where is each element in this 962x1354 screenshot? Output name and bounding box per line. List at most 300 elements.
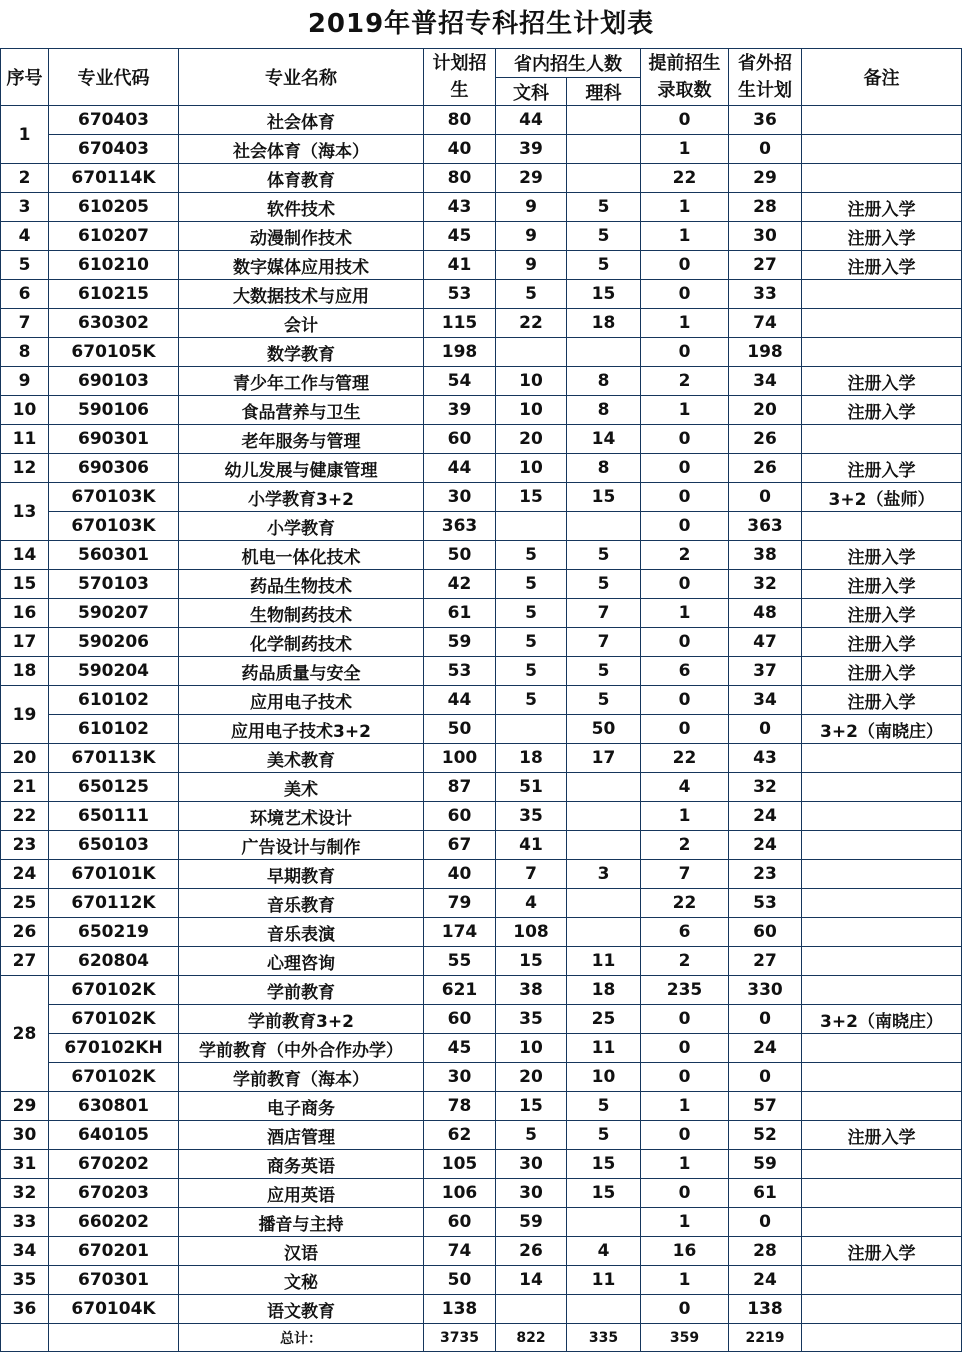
- cell-note: [802, 106, 962, 135]
- cell-note: 注册入学: [802, 686, 962, 715]
- cell-note: 3+2（南晓庄）: [802, 715, 962, 744]
- cell-note: [802, 831, 962, 860]
- header-name: 专业名称: [179, 49, 424, 106]
- cell-note: 3+2（南晓庄）: [802, 1005, 962, 1034]
- table-row: [1, 135, 962, 164]
- cell-name: 音乐表演: [179, 918, 424, 947]
- cell-seq: 15: [1, 570, 49, 599]
- header-outside: 省外招生计划: [729, 49, 802, 106]
- table-row: [1, 599, 962, 628]
- table-row: [1, 1121, 962, 1150]
- table-row: [1, 686, 962, 715]
- cell-plan: 115: [424, 309, 496, 338]
- cell-early: 1: [641, 135, 729, 164]
- cell-sci: 15: [567, 1179, 641, 1208]
- cell-arts: 30: [496, 1150, 567, 1179]
- cell-sci: [567, 164, 641, 193]
- cell-outside: 61: [729, 1179, 802, 1208]
- cell-note: 注册入学: [802, 541, 962, 570]
- cell-code: 650125: [49, 773, 179, 802]
- cell-early: 0: [641, 1005, 729, 1034]
- cell-outside: 53: [729, 889, 802, 918]
- table-row: [1, 773, 962, 802]
- cell-sci: 7: [567, 628, 641, 657]
- cell-sci: [567, 338, 641, 367]
- cell-arts: 20: [496, 425, 567, 454]
- cell-plan: 67: [424, 831, 496, 860]
- cell-seq: 20: [1, 744, 49, 773]
- table-row: [1, 918, 962, 947]
- cell-arts: 35: [496, 1005, 567, 1034]
- cell-plan: 60: [424, 1005, 496, 1034]
- cell-plan: 40: [424, 860, 496, 889]
- cell-seq: 30: [1, 1121, 49, 1150]
- cell-sci: [567, 918, 641, 947]
- cell-outside: 30: [729, 222, 802, 251]
- cell-sci: 5: [567, 686, 641, 715]
- cell-outside: 330: [729, 976, 802, 1005]
- cell-outside: 24: [729, 802, 802, 831]
- table-row: [1, 425, 962, 454]
- table-row: [1, 483, 962, 512]
- header-plan: 计划招生: [424, 49, 496, 106]
- cell-name: 音乐教育: [179, 889, 424, 918]
- cell-sci: [567, 831, 641, 860]
- cell-early: 0: [641, 454, 729, 483]
- cell-early: 22: [641, 164, 729, 193]
- cell-note: [802, 802, 962, 831]
- cell-outside: 28: [729, 1237, 802, 1266]
- header-early: 提前招生录取数: [641, 49, 729, 106]
- cell-name: 大数据技术与应用: [179, 280, 424, 309]
- cell-outside: 38: [729, 541, 802, 570]
- cell-name: 商务英语: [179, 1150, 424, 1179]
- cell-note: 注册入学: [802, 193, 962, 222]
- cell-early: 22: [641, 744, 729, 773]
- cell-early: 0: [641, 1295, 729, 1324]
- cell-plan: 60: [424, 1208, 496, 1237]
- cell-note: [802, 947, 962, 976]
- cell-name: 社会体育: [179, 106, 424, 135]
- cell-code: 670104K: [49, 1295, 179, 1324]
- cell-plan: 43: [424, 193, 496, 222]
- cell-outside: 0: [729, 1063, 802, 1092]
- cell-arts: 20: [496, 1063, 567, 1092]
- cell-note: [802, 976, 962, 1005]
- cell-plan: 621: [424, 976, 496, 1005]
- cell-note: [802, 425, 962, 454]
- cell-sci: 25: [567, 1005, 641, 1034]
- cell-name: 学前教育（海本）: [179, 1063, 424, 1092]
- cell-note: [802, 1179, 962, 1208]
- total-outside: 2219: [729, 1324, 802, 1352]
- cell-plan: 45: [424, 222, 496, 251]
- cell-early: 0: [641, 1121, 729, 1150]
- cell-note: [802, 164, 962, 193]
- cell-code: 620804: [49, 947, 179, 976]
- cell-early: 0: [641, 512, 729, 541]
- table-row: [1, 454, 962, 483]
- cell-sci: [567, 512, 641, 541]
- table-row: [1, 396, 962, 425]
- cell-arts: 9: [496, 222, 567, 251]
- cell-outside: 24: [729, 831, 802, 860]
- cell-seq: 14: [1, 541, 49, 570]
- cell-name: 数学教育: [179, 338, 424, 367]
- cell-note: [802, 1266, 962, 1295]
- cell-code: 670403: [49, 106, 179, 135]
- cell-note: [802, 1034, 962, 1063]
- cell-plan: 44: [424, 454, 496, 483]
- cell-sci: 8: [567, 396, 641, 425]
- cell-seq: 10: [1, 396, 49, 425]
- cell-plan: 60: [424, 425, 496, 454]
- cell-outside: 29: [729, 164, 802, 193]
- cell-seq: 13: [1, 483, 49, 541]
- cell-name: 电子商务: [179, 1092, 424, 1121]
- table-row: [1, 309, 962, 338]
- cell-seq: 28: [1, 976, 49, 1092]
- cell-name: 环境艺术设计: [179, 802, 424, 831]
- cell-plan: 45: [424, 1034, 496, 1063]
- cell-code: 610207: [49, 222, 179, 251]
- cell-seq: 6: [1, 280, 49, 309]
- cell-sci: 5: [567, 570, 641, 599]
- table-row: [1, 541, 962, 570]
- cell-arts: 5: [496, 541, 567, 570]
- cell-name: 软件技术: [179, 193, 424, 222]
- cell-plan: 50: [424, 1266, 496, 1295]
- cell-plan: 79: [424, 889, 496, 918]
- cell-early: 0: [641, 570, 729, 599]
- cell-plan: 50: [424, 541, 496, 570]
- cell-early: 1: [641, 396, 729, 425]
- cell-code: 610102: [49, 715, 179, 744]
- cell-outside: 57: [729, 1092, 802, 1121]
- table-row: [1, 193, 962, 222]
- cell-outside: 60: [729, 918, 802, 947]
- cell-outside: 34: [729, 686, 802, 715]
- cell-seq: 34: [1, 1237, 49, 1266]
- cell-seq: 33: [1, 1208, 49, 1237]
- table-title: 2019年普招专科招生计划表: [307, 9, 655, 39]
- header-provincial: 省内招生人数: [496, 49, 641, 78]
- cell-sci: 11: [567, 1034, 641, 1063]
- cell-code: 610210: [49, 251, 179, 280]
- cell-sci: 50: [567, 715, 641, 744]
- cell-sci: 14: [567, 425, 641, 454]
- cell-arts: 14: [496, 1266, 567, 1295]
- cell-note: 注册入学: [802, 251, 962, 280]
- cell-sci: 5: [567, 541, 641, 570]
- cell-early: 1: [641, 1092, 729, 1121]
- cell-note: [802, 744, 962, 773]
- cell-note: [802, 918, 962, 947]
- cell-outside: 138: [729, 1295, 802, 1324]
- cell-empty: [1, 1324, 49, 1352]
- cell-note: 注册入学: [802, 367, 962, 396]
- cell-plan: 174: [424, 918, 496, 947]
- cell-arts: 5: [496, 280, 567, 309]
- table-row: [1, 947, 962, 976]
- cell-seq: 31: [1, 1150, 49, 1179]
- table-row: [1, 1092, 962, 1121]
- cell-name: 社会体育（海本）: [179, 135, 424, 164]
- cell-note: 注册入学: [802, 657, 962, 686]
- cell-seq: 26: [1, 918, 49, 947]
- cell-outside: 36: [729, 106, 802, 135]
- cell-arts: 5: [496, 599, 567, 628]
- cell-outside: 32: [729, 570, 802, 599]
- cell-code: 610215: [49, 280, 179, 309]
- cell-plan: 62: [424, 1121, 496, 1150]
- cell-early: 0: [641, 425, 729, 454]
- cell-note: 注册入学: [802, 454, 962, 483]
- cell-sci: 5: [567, 1121, 641, 1150]
- cell-plan: 39: [424, 396, 496, 425]
- cell-plan: 53: [424, 657, 496, 686]
- cell-plan: 54: [424, 367, 496, 396]
- cell-early: 4: [641, 773, 729, 802]
- cell-arts: 7: [496, 860, 567, 889]
- cell-early: 1: [641, 1208, 729, 1237]
- cell-sci: 10: [567, 1063, 641, 1092]
- cell-arts: 5: [496, 686, 567, 715]
- cell-early: 6: [641, 918, 729, 947]
- header-row-1: [1, 49, 962, 78]
- total-label: 总计：: [179, 1324, 424, 1352]
- cell-sci: [567, 106, 641, 135]
- cell-code: 630302: [49, 309, 179, 338]
- cell-early: 0: [641, 106, 729, 135]
- cell-plan: 80: [424, 164, 496, 193]
- cell-note: 注册入学: [802, 1237, 962, 1266]
- table-row: [1, 251, 962, 280]
- cell-name: 化学制药技术: [179, 628, 424, 657]
- table-row: [1, 657, 962, 686]
- cell-seq: 5: [1, 251, 49, 280]
- cell-code: 690301: [49, 425, 179, 454]
- cell-code: 670114K: [49, 164, 179, 193]
- cell-code: 590106: [49, 396, 179, 425]
- cell-arts: 59: [496, 1208, 567, 1237]
- cell-plan: 61: [424, 599, 496, 628]
- cell-name: 心理咨询: [179, 947, 424, 976]
- cell-plan: 30: [424, 1063, 496, 1092]
- cell-name: 美术教育: [179, 744, 424, 773]
- cell-name: 早期教育: [179, 860, 424, 889]
- cell-sci: 11: [567, 947, 641, 976]
- cell-plan: 44: [424, 686, 496, 715]
- cell-plan: 105: [424, 1150, 496, 1179]
- total-row: [1, 1324, 962, 1352]
- cell-seq: 27: [1, 947, 49, 976]
- cell-early: 0: [641, 483, 729, 512]
- cell-arts: 22: [496, 309, 567, 338]
- cell-early: 0: [641, 1179, 729, 1208]
- cell-seq: 29: [1, 1092, 49, 1121]
- cell-plan: 80: [424, 106, 496, 135]
- cell-code: 670301: [49, 1266, 179, 1295]
- table-row: [1, 512, 962, 541]
- cell-outside: 37: [729, 657, 802, 686]
- cell-code: 670102KH: [49, 1034, 179, 1063]
- cell-plan: 87: [424, 773, 496, 802]
- cell-early: 2: [641, 947, 729, 976]
- cell-early: 0: [641, 1034, 729, 1063]
- cell-outside: 27: [729, 251, 802, 280]
- cell-code: 670103K: [49, 483, 179, 512]
- cell-name: 老年服务与管理: [179, 425, 424, 454]
- cell-arts: 5: [496, 657, 567, 686]
- cell-name: 动漫制作技术: [179, 222, 424, 251]
- cell-early: 16: [641, 1237, 729, 1266]
- cell-seq: 18: [1, 657, 49, 686]
- cell-code: 670203: [49, 1179, 179, 1208]
- table-row: [1, 222, 962, 251]
- cell-early: 0: [641, 628, 729, 657]
- cell-early: 0: [641, 280, 729, 309]
- cell-sci: 11: [567, 1266, 641, 1295]
- cell-outside: 20: [729, 396, 802, 425]
- table-row: [1, 1005, 962, 1034]
- cell-name: 幼儿发展与健康管理: [179, 454, 424, 483]
- cell-outside: 27: [729, 947, 802, 976]
- cell-outside: 23: [729, 860, 802, 889]
- cell-sci: 5: [567, 1092, 641, 1121]
- cell-name: 学前教育（中外合作办学）: [179, 1034, 424, 1063]
- header-seq: 序号: [1, 49, 49, 106]
- table-row: [1, 1179, 962, 1208]
- cell-name: 体育教育: [179, 164, 424, 193]
- cell-outside: 33: [729, 280, 802, 309]
- cell-code: 650219: [49, 918, 179, 947]
- cell-note: 3+2（盐师）: [802, 483, 962, 512]
- cell-code: 670201: [49, 1237, 179, 1266]
- total-early: 359: [641, 1324, 729, 1352]
- table-row: [1, 164, 962, 193]
- cell-sci: 7: [567, 599, 641, 628]
- cell-early: 1: [641, 1150, 729, 1179]
- table-row: [1, 802, 962, 831]
- cell-name: 应用电子技术: [179, 686, 424, 715]
- cell-code: 690306: [49, 454, 179, 483]
- cell-arts: [496, 512, 567, 541]
- cell-note: 注册入学: [802, 628, 962, 657]
- cell-plan: 53: [424, 280, 496, 309]
- cell-note: [802, 860, 962, 889]
- cell-note: [802, 1063, 962, 1092]
- cell-code: 670403: [49, 135, 179, 164]
- cell-outside: 0: [729, 1005, 802, 1034]
- cell-plan: 40: [424, 135, 496, 164]
- cell-note: 注册入学: [802, 1121, 962, 1150]
- cell-early: 22: [641, 889, 729, 918]
- cell-note: [802, 889, 962, 918]
- cell-early: 1: [641, 222, 729, 251]
- table-row: [1, 1208, 962, 1237]
- table-row: [1, 889, 962, 918]
- cell-sci: 8: [567, 454, 641, 483]
- cell-outside: 0: [729, 1208, 802, 1237]
- cell-code: 560301: [49, 541, 179, 570]
- cell-note: 注册入学: [802, 222, 962, 251]
- cell-arts: 15: [496, 483, 567, 512]
- cell-arts: 38: [496, 976, 567, 1005]
- cell-plan: 59: [424, 628, 496, 657]
- cell-note: [802, 309, 962, 338]
- total-arts: 822: [496, 1324, 567, 1352]
- cell-name: 数字媒体应用技术: [179, 251, 424, 280]
- table-row: [1, 628, 962, 657]
- cell-sci: 18: [567, 309, 641, 338]
- cell-sci: [567, 889, 641, 918]
- cell-early: 1: [641, 193, 729, 222]
- table-row: [1, 744, 962, 773]
- cell-outside: 47: [729, 628, 802, 657]
- cell-outside: 0: [729, 483, 802, 512]
- cell-early: 0: [641, 1063, 729, 1092]
- cell-outside: 52: [729, 1121, 802, 1150]
- cell-outside: 26: [729, 454, 802, 483]
- cell-note: 注册入学: [802, 599, 962, 628]
- cell-sci: [567, 1208, 641, 1237]
- total-plan: 3735: [424, 1324, 496, 1352]
- cell-seq: 12: [1, 454, 49, 483]
- cell-arts: 10: [496, 1034, 567, 1063]
- cell-early: 7: [641, 860, 729, 889]
- cell-code: 640105: [49, 1121, 179, 1150]
- table-row: [1, 367, 962, 396]
- cell-arts: 35: [496, 802, 567, 831]
- cell-sci: 15: [567, 280, 641, 309]
- cell-arts: 51: [496, 773, 567, 802]
- cell-arts: 5: [496, 570, 567, 599]
- cell-early: 0: [641, 251, 729, 280]
- table-row: [1, 715, 962, 744]
- cell-arts: 10: [496, 454, 567, 483]
- cell-arts: 5: [496, 628, 567, 657]
- cell-name: 汉语: [179, 1237, 424, 1266]
- cell-seq: 35: [1, 1266, 49, 1295]
- cell-code: 590204: [49, 657, 179, 686]
- cell-seq: 7: [1, 309, 49, 338]
- cell-early: 2: [641, 367, 729, 396]
- cell-note: [802, 280, 962, 309]
- cell-early: 1: [641, 802, 729, 831]
- cell-note: [802, 135, 962, 164]
- cell-arts: 15: [496, 1092, 567, 1121]
- cell-name: 学前教育: [179, 976, 424, 1005]
- cell-plan: 50: [424, 715, 496, 744]
- cell-plan: 55: [424, 947, 496, 976]
- cell-outside: 363: [729, 512, 802, 541]
- cell-code: 690103: [49, 367, 179, 396]
- cell-seq: 32: [1, 1179, 49, 1208]
- cell-code: 670112K: [49, 889, 179, 918]
- table-row: [1, 1295, 962, 1324]
- cell-seq: 22: [1, 802, 49, 831]
- cell-early: 0: [641, 715, 729, 744]
- cell-plan: 78: [424, 1092, 496, 1121]
- cell-outside: 26: [729, 425, 802, 454]
- cell-arts: 10: [496, 396, 567, 425]
- cell-outside: 0: [729, 135, 802, 164]
- cell-name: 生物制药技术: [179, 599, 424, 628]
- table-row: [1, 570, 962, 599]
- cell-code: 670113K: [49, 744, 179, 773]
- cell-arts: 10: [496, 367, 567, 396]
